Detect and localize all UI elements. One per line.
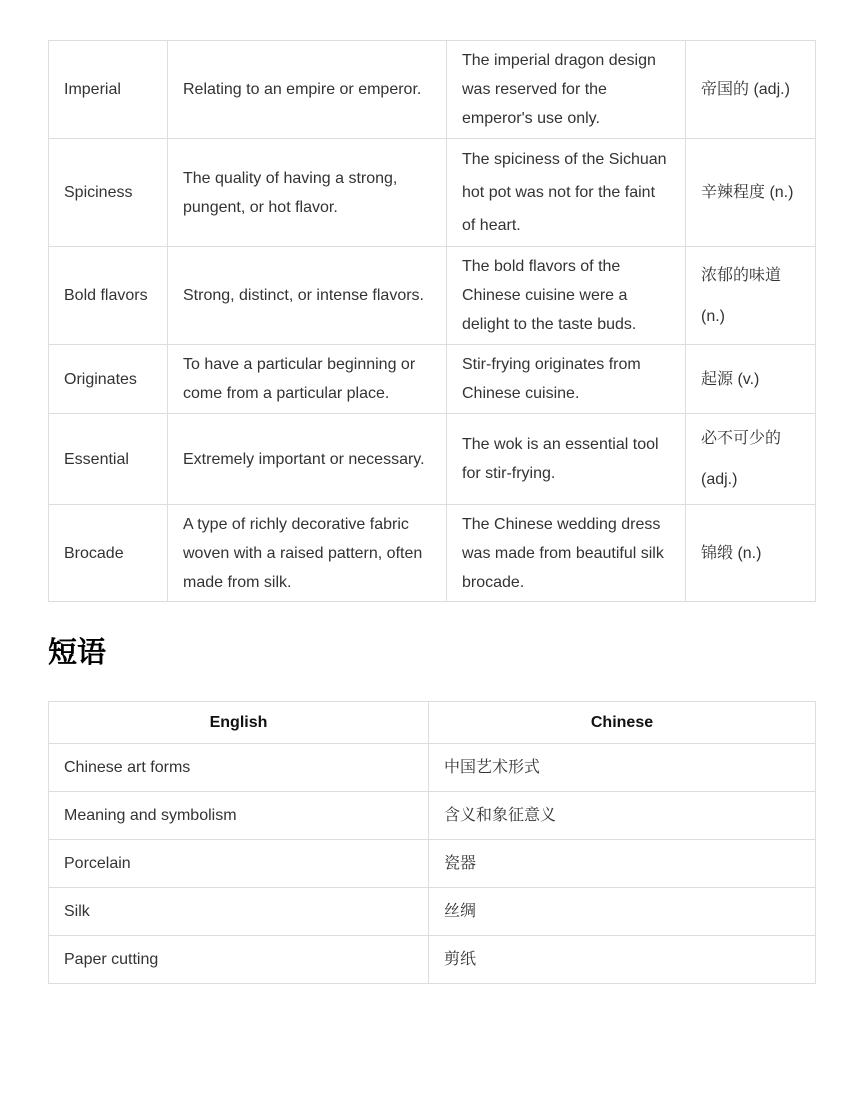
vocab-example: The spiciness of the Sichuan hot pot was not for the faint of heart.: [447, 139, 686, 247]
vocab-word: Originates: [49, 345, 168, 414]
vocab-example: The Chinese wedding dress was made from beautiful silk brocade.: [447, 505, 686, 602]
table-row: [49, 139, 816, 247]
table-row: [49, 345, 816, 414]
phrases-heading: 短语: [48, 635, 107, 669]
phrase-chinese: 丝绸: [429, 888, 816, 936]
table-row: [49, 41, 816, 139]
phrase-chinese: 中国艺术形式: [429, 744, 816, 792]
table-header-row: [49, 702, 816, 744]
vocab-word: Essential: [49, 414, 168, 505]
phrase-english: Paper cutting: [49, 936, 429, 984]
vocab-example: The imperial dragon design was reserved for the emperor's use only.: [447, 41, 686, 139]
vocab-example: Stir-frying originates from Chinese cuisine.: [447, 345, 686, 414]
vocab-chinese: 起源 (v.): [686, 345, 816, 414]
table-row: [49, 414, 816, 505]
vocab-definition: Extremely important or necessary.: [168, 414, 447, 505]
column-header-english: English: [49, 702, 429, 744]
vocab-word: Imperial: [49, 41, 168, 139]
phrase-english: Silk: [49, 888, 429, 936]
phrase-english: Meaning and symbolism: [49, 792, 429, 840]
vocab-example: The wok is an essential tool for stir-frying.: [447, 414, 686, 505]
vocab-word: Brocade: [49, 505, 168, 602]
vocab-example: The bold flavors of the Chinese cuisine were a delight to the taste buds.: [447, 247, 686, 345]
vocab-definition: A type of richly decorative fabric woven with a raised pattern, often made from silk.: [168, 505, 447, 602]
table-row: [49, 840, 816, 888]
vocab-definition: To have a particular beginning or come from a particular place.: [168, 345, 447, 414]
table-row: [49, 744, 816, 792]
phrase-english: Chinese art forms: [49, 744, 429, 792]
table-row: [49, 888, 816, 936]
vocab-chinese: 辛辣程度 (n.): [686, 139, 816, 247]
phrase-chinese: 含义和象征意义: [429, 792, 816, 840]
table-row: [49, 247, 816, 345]
vocab-chinese: 锦缎 (n.): [686, 505, 816, 602]
vocab-definition: Strong, distinct, or intense flavors.: [168, 247, 447, 345]
table-row: [49, 936, 816, 984]
vocab-definition: Relating to an empire or emperor.: [168, 41, 447, 139]
phrase-chinese: 瓷器: [429, 840, 816, 888]
table-row: [49, 792, 816, 840]
vocab-chinese: 帝国的 (adj.): [686, 41, 816, 139]
phrases-table: [48, 701, 816, 984]
phrase-english: Porcelain: [49, 840, 429, 888]
table-row: [49, 505, 816, 602]
vocabulary-table: [48, 40, 816, 602]
vocab-chinese: 浓郁的味道 (n.): [686, 247, 816, 345]
phrase-chinese: 剪纸: [429, 936, 816, 984]
vocab-word: Bold flavors: [49, 247, 168, 345]
vocab-definition: The quality of having a strong, pungent, or hot flavor.: [168, 139, 447, 247]
vocab-word: Spiciness: [49, 139, 168, 247]
vocab-chinese: 必不可少的 (adj.): [686, 414, 816, 505]
column-header-chinese: Chinese: [429, 702, 816, 744]
